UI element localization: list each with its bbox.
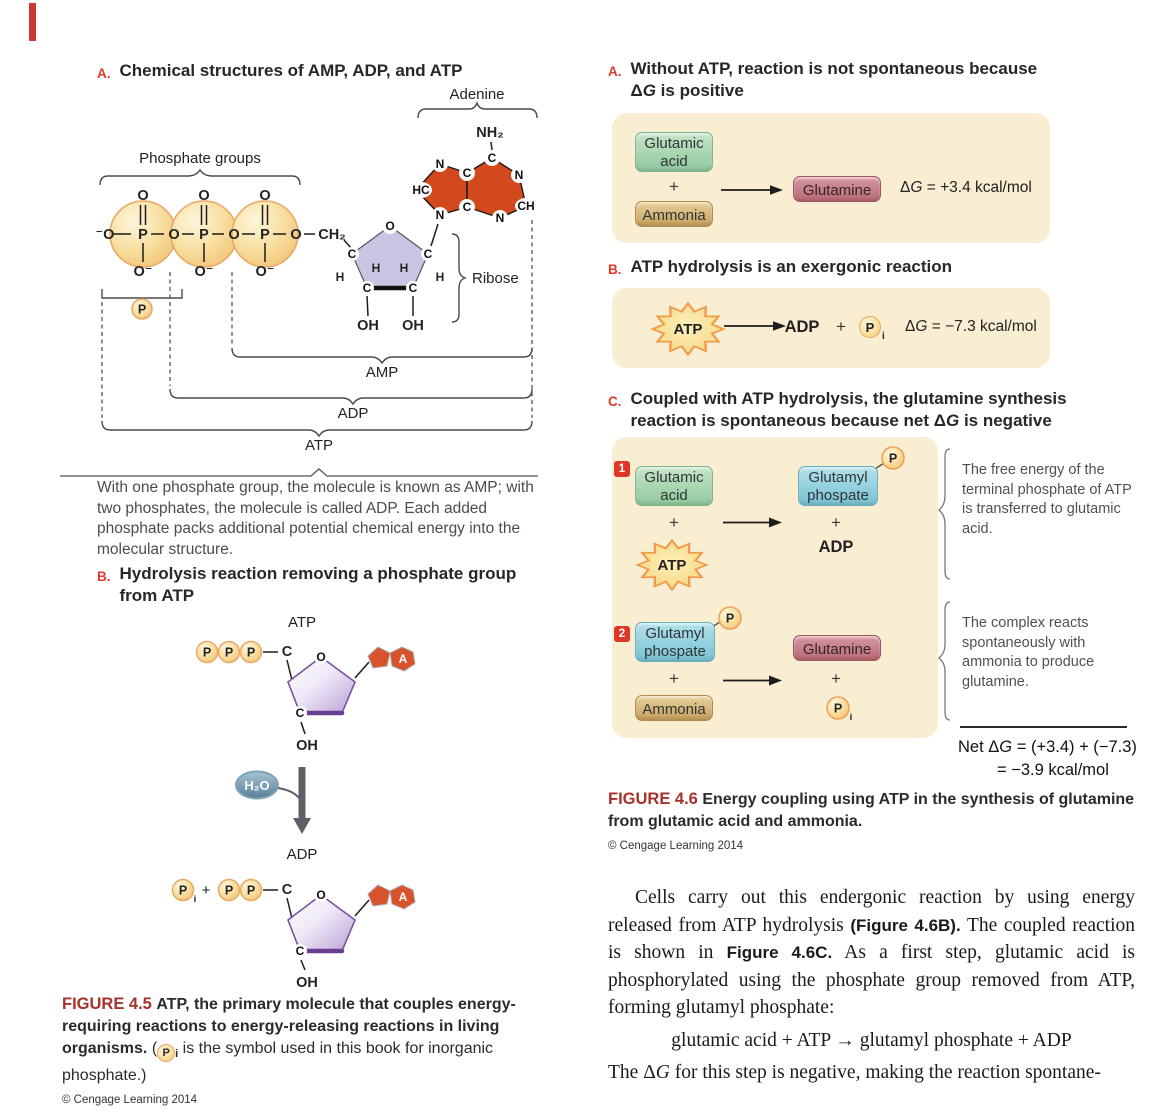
fig46-panel-a: [612, 113, 1050, 243]
atp-label: ATP: [673, 321, 703, 338]
ribose-brace: [452, 234, 465, 322]
atp-label: ATP: [287, 614, 317, 631]
adenine-icon: [368, 647, 415, 671]
figure-ref: Figure 4.6C.: [726, 943, 833, 962]
fig46-section-a-heading: [608, 58, 1037, 102]
p-letter: P: [833, 701, 843, 716]
phosphate-brace: [100, 170, 300, 185]
atom: O: [198, 188, 210, 204]
amp-brace: [232, 348, 532, 363]
box-line1: Glutamyl: [645, 625, 705, 642]
title-line2: reaction is spontaneous because net: [630, 411, 934, 430]
value: = −7.3 kcal/mol: [927, 318, 1037, 335]
glutamine-box: Glutamine: [793, 176, 881, 202]
glutamine-box: Glutamine: [793, 635, 881, 661]
paragraph-1: [608, 884, 1135, 1022]
h2o-label: H₂O: [244, 778, 270, 793]
diphosphate-icons: [219, 880, 262, 901]
atom: HC: [412, 183, 430, 197]
caption-regular: is the symbol used in this book for inorganic phosphate.): [62, 1040, 494, 1085]
adenine-icon: [368, 885, 415, 909]
atom: O: [168, 227, 180, 243]
box-line2: acid: [660, 487, 688, 504]
pi-subscript: i: [175, 1048, 179, 1061]
fig45-section-b-heading: [97, 563, 516, 607]
ribose-label: Ribose: [472, 270, 519, 287]
h2o-connector: [278, 788, 301, 801]
glutamic-acid-box: [635, 132, 713, 172]
paragraph-2: [608, 1059, 1135, 1087]
side-note-2: The complex reacts spontaneously with ammonia to produce glutamine.: [962, 615, 1095, 690]
title-line1: Without ATP, reaction is not spontaneous because: [630, 59, 1038, 78]
ribose-ring: [288, 657, 355, 713]
down-arrow: [293, 767, 311, 834]
step-1-badge: 1: [614, 461, 630, 477]
section-letter: B.: [608, 262, 622, 277]
atom: O⁻: [133, 264, 153, 280]
section-title: [631, 58, 1038, 102]
atom: C: [362, 281, 372, 295]
plus-sign: +: [669, 513, 679, 532]
p-letter: P: [162, 1047, 170, 1059]
annotation-brace-2: [938, 601, 952, 721]
fig45-section-a-heading: [97, 60, 462, 85]
p-letter: P: [224, 883, 234, 898]
atom: C: [295, 706, 305, 720]
plus-sign: +: [669, 177, 679, 196]
glutamyl-phosphate-box: [635, 622, 715, 662]
figure-46-caption: [608, 788, 1142, 857]
delta-g-value: [905, 318, 1037, 336]
p-letter: P: [888, 451, 898, 466]
adenine-letter: A: [398, 890, 408, 904]
fig46-section-c-heading: [608, 388, 1067, 432]
pi-subscript: i: [882, 331, 885, 342]
atom: P: [260, 227, 270, 243]
oh-label: OH: [296, 738, 318, 754]
atom: O: [316, 650, 326, 664]
net-pre: Net Δ: [958, 738, 1000, 756]
net-value: = (+3.4) + (−7.3): [1012, 738, 1137, 756]
g-italic: G: [642, 81, 656, 100]
section-letter: A.: [97, 66, 111, 81]
atom: H: [399, 261, 409, 275]
text: The Δ: [608, 1062, 656, 1083]
g-italic: G: [945, 411, 960, 430]
atom: O: [259, 188, 271, 204]
atom: O: [316, 888, 326, 902]
g-italic: G: [915, 318, 928, 335]
paren-open: (: [151, 1040, 158, 1057]
adp-brace: [170, 389, 532, 404]
delta: Δ: [900, 179, 911, 196]
atom: O: [290, 227, 302, 243]
step-2-badge: 2: [614, 626, 630, 642]
glutamic-acid-box: [635, 466, 713, 506]
atom: C: [347, 247, 357, 261]
box-line1: Glutamic: [644, 135, 704, 152]
atom: N: [495, 211, 505, 225]
inline-equation: glutamic acid + ATP → glutamyl phosphate + ADP: [671, 1029, 1072, 1051]
figure-ref: (Figure 4.6B).: [850, 915, 961, 935]
atom: CH: [517, 199, 535, 213]
text: The coupled reaction is shown in: [608, 914, 1135, 963]
phosphate-symbol-letter: P: [137, 302, 147, 317]
net-delta-g-line2: = −3.9 kcal/mol: [997, 761, 1109, 779]
plus-sign: +: [836, 317, 846, 336]
atom: C: [487, 151, 497, 165]
delta: Δ: [933, 411, 946, 430]
g-italic: G: [655, 1062, 670, 1083]
adp-label: ADP: [337, 405, 369, 422]
atom: ⁻O: [95, 227, 115, 243]
atom: C: [281, 882, 293, 898]
p-letter: P: [865, 319, 875, 335]
pi-symbol-icon: [157, 1044, 175, 1062]
p-letter: P: [725, 611, 735, 626]
ammonia-box: Ammonia: [635, 695, 713, 721]
article-body: [608, 884, 1135, 1087]
box-line1: Glutamyl: [808, 469, 868, 486]
ribose-ring: [336, 218, 445, 334]
section-title: [631, 388, 1067, 432]
atom: C: [281, 644, 293, 660]
fig46-panel-c: [612, 437, 938, 738]
delta: Δ: [630, 81, 643, 100]
fig45a-structure-svg: [60, 84, 560, 484]
delta: Δ: [905, 318, 916, 335]
delta-g-value: [900, 179, 1032, 197]
atom: O⁻: [194, 264, 214, 280]
value: = +3.4 kcal/mol: [922, 179, 1032, 196]
box-line2: acid: [660, 153, 688, 170]
atom: O: [228, 227, 240, 243]
pi-subscript: i: [849, 712, 853, 723]
p-letter: P: [224, 645, 234, 660]
box-line2: phospate: [807, 487, 869, 504]
adenine-letter: A: [398, 652, 408, 666]
adp-label: ADP: [818, 538, 854, 556]
text: As a first step, glutamic acid is phosphorylated using the phosphate group removed from ATP, forming glutamyl phosphate:: [608, 942, 1135, 1018]
atp-brace: [102, 421, 532, 436]
title-line2: is positive: [655, 81, 744, 100]
side-note-1: The free energy of the terminal phosphate of ATP is transferred to glutamic acid.: [962, 462, 1132, 537]
atp-label: ATP: [657, 557, 687, 574]
ribose-ring: [288, 895, 355, 951]
title-line1: Hydrolysis reaction removing a phosphate group: [119, 564, 517, 583]
fig46-section-b-heading: [608, 256, 952, 281]
reaction-arrow-icon: [723, 518, 782, 528]
atom: C: [462, 200, 472, 214]
oh-label: OH: [296, 975, 318, 991]
g-italic: G: [999, 738, 1013, 756]
figure-45-caption: [62, 993, 556, 1111]
plus-sign: +: [201, 882, 211, 899]
plus-sign: +: [669, 669, 679, 688]
atom: N: [435, 208, 445, 222]
glutamyl-phosphate-box: [798, 466, 878, 506]
fig45a-note: With one phosphate group, the molecule is known as AMP; with two phosphates, the molecule is called ADP. Each added phosphate packs additional potential chemical energy into the molecular structure.: [97, 479, 534, 558]
atom: O: [385, 219, 395, 233]
reaction-arrow-icon: [720, 184, 784, 196]
box-line2: phospate: [644, 643, 706, 660]
adenine-brace: [418, 103, 537, 118]
triphosphate-icons: [197, 642, 262, 663]
atom: H: [371, 261, 381, 275]
p-letter: P: [202, 645, 212, 660]
atom: C: [408, 281, 418, 295]
title-line2: from ATP: [119, 586, 195, 605]
copyright: © Cengage Learning 2014: [608, 840, 744, 852]
plus-sign: +: [831, 513, 841, 532]
oh-label: OH: [402, 318, 424, 334]
atom: H: [435, 270, 445, 284]
section-letter: B.: [97, 569, 111, 584]
atp-starburst-icon: [638, 540, 707, 589]
adp-label: ADP: [784, 318, 820, 336]
p-letter: P: [246, 645, 256, 660]
atom: O: [137, 188, 149, 204]
plus-sign: +: [831, 669, 841, 688]
copyright: © Cengage Learning 2014: [62, 1094, 198, 1107]
section-letter: C.: [608, 394, 622, 409]
section-letter: A.: [608, 64, 622, 79]
atp-starburst-icon: [648, 294, 728, 364]
ammonia-box: Ammonia: [635, 201, 713, 227]
reaction-arrow-icon: [723, 676, 782, 686]
annotation-brace-1: [938, 448, 952, 580]
atom: CH₂: [318, 227, 346, 243]
text: for this step is negative, making the reaction spontane-: [669, 1062, 1101, 1083]
figure-label: FIGURE 4.6: [608, 790, 698, 808]
atom: C: [295, 944, 305, 958]
p-letter: P: [246, 883, 256, 898]
pi-symbol-icon: [859, 316, 881, 338]
p-letter: P: [178, 883, 188, 898]
figure-label: FIGURE 4.5: [62, 995, 152, 1013]
pointer-rule: [60, 469, 538, 476]
adenine-rings: [410, 150, 537, 226]
adenine-label: Adenine: [449, 86, 505, 103]
fig46-panel-b: [612, 288, 1050, 368]
caption-bold: ATP, the primary molecule that couples energy-requiring reactions to energy-releasing reactions in living organisms.: [62, 996, 516, 1057]
adp-label: ADP: [286, 846, 318, 863]
atom: P: [138, 227, 148, 243]
section-title: ATP hydrolysis is an exergonic reaction: [630, 257, 953, 276]
atom: H: [335, 270, 345, 284]
oh-label: OH: [357, 318, 379, 334]
amp-label: AMP: [365, 364, 399, 381]
atom: N: [435, 157, 445, 171]
pi-subscript: i: [193, 894, 197, 905]
atp-label: ATP: [304, 437, 334, 454]
atom: C: [462, 166, 472, 180]
net-delta-g-line1: [958, 738, 1137, 757]
title-line1: Coupled with ATP hydrolysis, the glutamine synthesis: [630, 389, 1067, 408]
atom: C: [423, 247, 433, 261]
box-line1: Glutamic: [644, 469, 704, 486]
atom: N: [514, 168, 524, 182]
g-italic: G: [910, 179, 923, 196]
nh2-label: NH₂: [476, 125, 504, 141]
section-title: Chemical structures of AMP, ADP, and ATP: [119, 61, 463, 80]
text: Cells carry out this endergonic reaction by using energy released from ATP hydrolysis: [608, 887, 1135, 936]
phosphate-groups-label: Phosphate groups: [139, 150, 261, 167]
atom: P: [199, 227, 209, 243]
fig45b-hydrolysis-svg: [150, 610, 480, 995]
title-line2-rest: is negative: [959, 411, 1052, 430]
net-rule: [960, 726, 1127, 728]
caption-bold: Energy coupling using ATP in the synthesis of glutamine from glutamic acid and ammonia.: [608, 791, 1135, 830]
section-title: [120, 563, 517, 607]
atom: O⁻: [255, 264, 275, 280]
page-edge-mark: [29, 3, 36, 41]
